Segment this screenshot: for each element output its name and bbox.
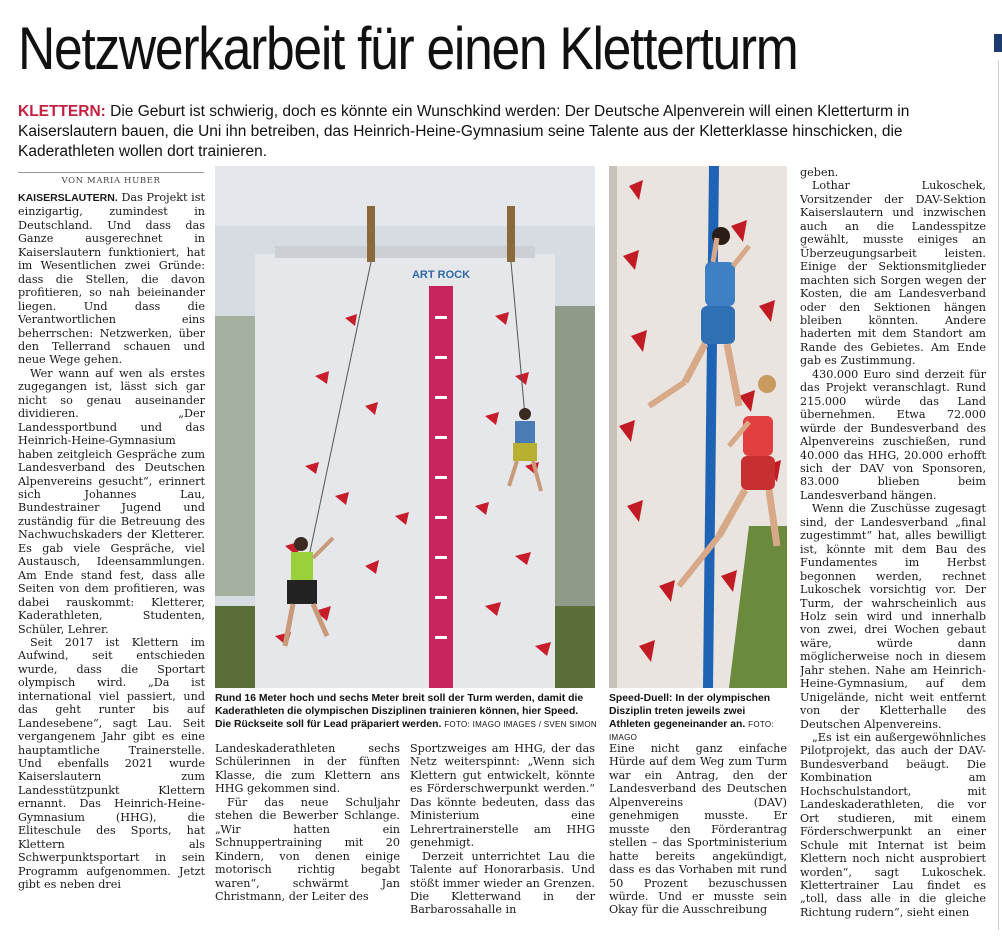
lead-text: Die Geburt ist schwierig, doch es könnte ein Wunschkind werden: Der Deutsche Alpenverein will einen Kletterturm in Kaiserslautern bauen, die Uni ihn betreiben, das Heinrich-Heine-Gymnasium seine Talente aus der Kletterklasse hinschicken, die Kaderathleten wollen dort trainieren.	[18, 103, 910, 160]
body-text: 430.000 Euro sind derzeit für das Projekt veranschlagt. Rund 215.000 würde das Land übernehmen. Etwa 72.000 würde der Bundesverband des Alpenvereins zuschießen, rund 40.000 das HHG, 20.000 erhofft sich der DAV von Sponsoren, 83.000 blieben beim Landesverband hängen.	[800, 367, 986, 502]
page-edge-rule	[998, 60, 999, 930]
body-text: Sportzweiges am HHG, der das Netz weiterspinnt: „Wenn sich Klettern gut entwickelt, könnte es Förderschwerpunkt werden.“ Das könnte bedeuten, dass das Ministerium eine Lehrertrainerstelle am HHG genehmigt.	[410, 742, 595, 850]
body-paragraph	[215, 796, 400, 904]
body-text: Lothar Lukoschek, Vorsitzender der DAV-Sektion Kaiserslautern und inzwischen auch an die Landesspitze gewählt, musste einiges an Überzeugungsarbeit leisten. Einige der Sektionsmitglieder machten sich Sorgen wegen der Kosten, die am Landesverband oder den Sektionen hängen bleiben könnten. Andere haderten mit dem Standort am Rande des Gebietes. Am Ende gab es Zustimmung.	[800, 179, 986, 368]
body-paragraph	[215, 742, 400, 796]
body-text: Wer wann auf wen als erstes zugegangen ist, lässt sich gar nicht so genau auseinander dividieren. „Der Landessportbund und das Heinrich-Heine-Gymnasium haben zeitgleich Gespräche zum Landesverband des Deutschen Alpenvereins gesucht“, erinnert sich Johannes Lau, Bundestrainer Jugend und zuständig für die Betreuung des Nachwuchskaders der Kletterer. Es gab viele Gespräche, viel Austausch, Ideensammlungen. Am Ende stand fest, dass alle Seiten von dem profitieren, was dabei rauskommt: Kletterer, Kaderathleten, Studenten, Schüler, Lehrer.	[18, 366, 205, 636]
body-paragraph	[609, 742, 787, 917]
body-paragraph	[410, 742, 595, 850]
body-text: „Es ist ein außergewöhnliches Pilotprojekt, das auch der DAV-Bundesverband beäugt. Die Kombination am Hochschulstandort, mit Landeskaderathleten, die vor Ort studieren, mit einem Förderschwerpunkt an einer Schule mit Internat ist beim Klettern noch nicht ausprobiert worden“, sagt Lukoschek. Klettertrainer Lau findet es „toll, dass alle in die gleiche Richtung rudern“, sieht einen	[800, 731, 986, 919]
photo-speed-duel	[609, 166, 787, 688]
body-paragraph	[18, 636, 205, 892]
caption-speed-credit: FOTO: IMAGO	[609, 720, 774, 742]
body-text: geben.	[800, 166, 839, 179]
tower-top-rim	[275, 246, 535, 258]
caption-speed-text: Speed-Duell: In der olympischen Disziplin treten jeweils zwei Athleten gegeneinander an.	[609, 693, 771, 730]
body-paragraph	[800, 166, 986, 179]
caption-speed	[609, 692, 789, 744]
photo-climbing-tower	[215, 166, 595, 688]
body-paragraph	[800, 502, 986, 731]
body-paragraph	[800, 731, 986, 919]
lead-paragraph	[18, 102, 978, 162]
tower-background-trees-right	[555, 306, 595, 606]
body-text: Landeskaderathleten sechs Schülerinnen in der fünften Klasse, die zum Klettern ans HHG gekommen sind.	[215, 742, 400, 796]
body-paragraph	[18, 367, 205, 636]
body-paragraph	[18, 191, 205, 367]
caption-tower-text: Rund 16 Meter hoch und sechs Meter breit soll der Turm werden, damit die Kaderathleten die olympischen Disziplinen trainieren können, hier Speed. Die Rückseite soll für Lead präpariert werden.	[215, 693, 584, 730]
kicker: KLETTERN:	[18, 103, 106, 120]
column-flow-2a	[609, 742, 787, 917]
body-paragraph	[800, 368, 986, 503]
column-flow-1c	[410, 742, 595, 917]
speed-lane	[429, 286, 453, 688]
body-text: Derzeit unterrichtet Lau die Talente auf Honorarbasis. Und stößt immer wieder an Grenzen. Die Kletterwand in der Barbarossahalle in	[410, 849, 595, 917]
tower-sky-bright	[215, 166, 595, 226]
caption-tower	[215, 692, 597, 731]
column-flow-1a	[18, 191, 205, 896]
tower-wall	[255, 254, 555, 688]
speed-wall-seam	[609, 166, 617, 688]
column-flow-1b	[215, 742, 400, 912]
body-text: Wenn die Zuschüsse zugesagt sind, der Landesverband „final zugestimmt“ hat, alles bewilligt ist, könnte mit dem Bau des Fundamentes im Herbst begonnen werden, rechnet Lukoschek vorsichtig vor. Der Turm, der wahrscheinlich aus Holz sein wird und innerhalb von zwei, drei Wochen gebaut wäre, würde dann möglicherweise noch in diesem Jahr stehen. Nahe am Heinrich-Heine-Gymnasium, auf dem Unigelände, nicht weit entfernt von der Kletterhalle des Deutschen Alpenvereins.	[800, 502, 986, 731]
headline: Netzwerkarbeit für einen Kletterturm	[18, 15, 798, 82]
body-paragraph	[800, 179, 986, 367]
byline: VON MARIA HUBER	[18, 172, 204, 186]
tower-mast-right	[507, 206, 515, 262]
body-text: Eine nicht ganz einfache Hürde auf dem Weg zum Turm war ein Antrag, den der Landesverband des Deutschen Alpenvereins (DAV) genehmigen musste. Er musste den Förderantrag stellen – das Sportministerium hatte bereits angekündigt, dass es das Vorhaben mit rund 50 Prozent bezuschussen würde. Und er musste sein Okay für die Ausschreibung	[609, 742, 787, 917]
dateline: KAISERSLAUTERN.	[18, 192, 118, 204]
tower-background-trees	[215, 316, 255, 596]
body-text: Das Projekt ist einzigartig, zumindest in Deutschland. Und dass das Ganze ausgerechnet in Kaiserslautern funktioniert, hat im Wesentlichen zwei Gründe: dass die Stellen, die davon profitieren, so nah beieinander liegen. Und dass die Verantwortlichen eins beherrschen: Netzwerken, über den Tellerrand schauen und neue Wege gehen.	[18, 191, 205, 367]
tower-sign: ART ROCK	[411, 269, 471, 281]
tower-mast-left	[367, 206, 375, 262]
caption-tower-credit: FOTO: IMAGO IMAGES / SVEN SIMON	[444, 720, 597, 729]
body-text: Für das neue Schuljahr stehen die Bewerber Schlange. „Wir hatten ein Schnuppertraining mit 20 Kindern, von denen einige motorisch richtig begabt waren“, schwärmt Jan Christmann, der Leiter des	[215, 795, 400, 903]
body-paragraph	[410, 850, 595, 917]
body-text: Seit 2017 ist Klettern im Aufwind, seit entschieden wurde, dass die Sportart olympisch wird. „Da ist international viel passiert, und das geht runter bis auf Landesebene“, sagt Lau. Seit vergangenem Jahr gibt es eine hauptamtliche Trainerstelle. Und ebenfalls 2021 wurde Kaiserslautern zum Landesstützpunkt Klettern ernannt. Das Heinrich-Heine-Gymnasium (HHG), die Eliteschule des Sports, hat Klettern als Schwerpunktsportart in sein Programm aufgenommen. Jetzt gibt es neben drei	[18, 635, 205, 892]
page-edge-marker	[994, 34, 1002, 52]
column-flow-2b	[800, 166, 986, 926]
